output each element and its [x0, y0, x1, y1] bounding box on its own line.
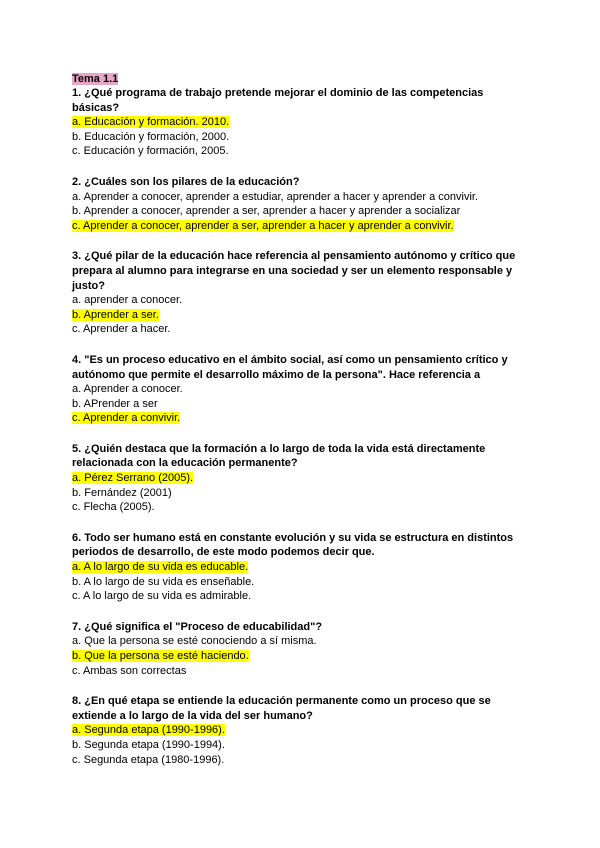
answer-option-text: c. Educación y formación, 2005.: [72, 145, 229, 158]
answer-option-correct: [72, 219, 532, 234]
answer-option-text: a. aprender a conocer.: [72, 294, 183, 307]
answer-option-text: b. Aprender a ser.: [72, 308, 159, 321]
answer-option-text: b. Aprender a conocer, aprender a ser, aprender a hacer y aprender a socializar: [72, 205, 461, 218]
answer-option-text: a. Que la persona se esté conociendo a sí misma.: [72, 635, 317, 648]
answer-option: [72, 204, 532, 219]
question-text: 2. ¿Cuáles son los pilares de la educación?: [72, 175, 300, 188]
question-list: [72, 86, 532, 767]
answer-option: [72, 397, 532, 412]
answer-option-text: b. A lo largo de su vida es enseñable.: [72, 575, 255, 588]
answer-option-correct: [72, 649, 532, 664]
answer-option: [72, 486, 532, 501]
answer-option-text: c. Aprender a conocer, aprender a ser, aprender a hacer y aprender a convivir.: [72, 219, 454, 232]
answer-option-text: b. Que la persona se esté haciendo.: [72, 650, 249, 662]
question-block: [72, 442, 532, 515]
answer-option-text: b. Educación y formación, 2000.: [72, 130, 230, 143]
answer-option-text: a. Aprender a conocer.: [72, 383, 183, 396]
section-title: [72, 72, 532, 86]
question-block: [72, 249, 532, 337]
question-text: 7. ¿Qué significa el "Proceso de educabilidad"?: [72, 620, 323, 633]
question-text: 8. ¿En qué etapa se entiende la educación permanente como un proceso que se extiende a lo largo de la vida del ser humano?: [72, 695, 491, 722]
question-text: 6. Todo ser humano está en constante evolución y su vida se estructura en distintos periodos de desarrollo, de este modo podemos decir que.: [72, 531, 514, 559]
document-content: [72, 72, 532, 783]
answer-option: [72, 293, 532, 308]
answer-option: [72, 190, 532, 205]
question-text: 3. ¿Qué pilar de la educación hace referencia al pensamiento autónomo y crítico que prepara al alumno para integrarse en una sociedad y ser un elemento responsable y justo?: [72, 250, 516, 292]
answer-option: [72, 500, 532, 515]
answer-option: [72, 144, 532, 159]
answer-option-text: b. Segunda etapa (1990-1994).: [72, 738, 225, 751]
answer-option-text: c. A lo largo de su vida es admirable.: [72, 590, 252, 603]
section-title-highlight: Tema 1.1: [72, 73, 119, 85]
answer-option-correct: [72, 471, 532, 486]
answer-option: [72, 130, 532, 145]
answer-option-text: c. Segunda etapa (1980-1996).: [72, 753, 225, 766]
answer-option: [72, 664, 532, 679]
question-block: [72, 353, 532, 426]
question-text: 1. ¿Qué programa de trabajo pretende mejorar el dominio de las competencias básicas?: [72, 87, 484, 114]
answer-option-text: b. APrender a ser: [72, 397, 158, 410]
answer-option-correct: [72, 560, 532, 575]
answer-option-text: c. Flecha (2005).: [72, 501, 155, 514]
question-block: [72, 86, 532, 159]
answer-option-correct: [72, 723, 532, 738]
answer-option-text: b. Fernández (2001): [72, 486, 172, 499]
answer-option-text: a. A lo largo de su vida es educable.: [72, 561, 249, 574]
answer-option: [72, 738, 532, 753]
answer-option: [72, 753, 532, 768]
answer-option: [72, 382, 532, 397]
answer-option-correct: [72, 308, 532, 323]
answer-option: [72, 575, 532, 590]
answer-option-correct: [72, 115, 532, 130]
question-text: 4. "Es un proceso educativo en el ámbito social, así como un pensamiento crítico y autónomo que permite el desarrollo máximo de la persona". Hace referencia a: [72, 353, 508, 381]
question-block: [72, 694, 532, 767]
question-block: [72, 531, 532, 604]
answer-option-text: c. Aprender a hacer.: [72, 323, 171, 336]
question-text: 5. ¿Quién destaca que la formación a lo largo de toda la vida está directamente relacionada con la educación permanente?: [72, 442, 486, 470]
answer-option: [72, 589, 532, 604]
question-block: [72, 620, 532, 678]
question-block: [72, 175, 532, 233]
answer-option-text: c. Aprender a convivir.: [72, 412, 181, 425]
answer-option-text: a. Aprender a conocer, aprender a estudiar, aprender a hacer y aprender a convivir.: [72, 190, 479, 203]
answer-option-text: a. Educación y formación. 2010.: [72, 116, 230, 129]
answer-option-text: c. Ambas son correctas: [72, 664, 187, 677]
answer-option-text: a. Segunda etapa (1990-1996).: [72, 724, 225, 737]
answer-option: [72, 634, 532, 649]
answer-option-text: a. Pérez Serrano (2005).: [72, 472, 194, 485]
answer-option-correct: [72, 411, 532, 426]
answer-option: [72, 322, 532, 337]
